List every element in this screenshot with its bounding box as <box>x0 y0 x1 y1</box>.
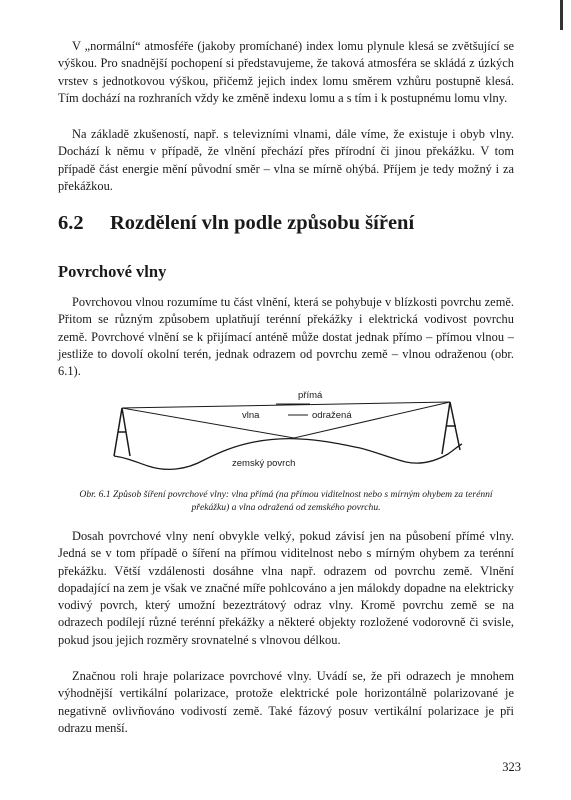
paragraph-diffraction: Na základě zkušeností, např. s televizními vlnami, dále víme, že existuje i obyb vlny. Dochází k němu v případě, že vlnění přechází přes přírodní či jinou překážku. V tom případě část energie mění původní směr – vlna se mírně ohýbá. Příjem je tedy možný i za překážkou. <box>58 127 514 193</box>
paragraph-surface-wave: Povrchovou vlnou rozumíme tu část vlnění, která se pohybuje v blízkosti povrchu země. Přitom se různým způsobem uplatňují terénní překážky i elektrická vodivost povrchu země. Povrchové vlnění se k přijímací anténě může dostat jednak přímo – přímou vlnou – jestliže to dovolí okolní terén, jednak odrazem od povrchu země – vlnou odraženou (obr. 6.1). <box>58 295 514 379</box>
section-title: Rozdělení vln podle způsobu šíření <box>110 212 415 234</box>
section-heading <box>58 212 414 235</box>
label-direct: přímá <box>298 390 323 401</box>
direct-ray <box>122 402 450 408</box>
paragraph-polarization: Značnou roli hraje polarizace povrchové vlny. Uvádí se, že při odrazech je mnohem výhodnější vertikální polarizace, protože elektrické pole horizontálně polarizované je negativně ovlivňováno vodivostí země. Také fázový posuv vertikální polarizace je při odrazu menší. <box>58 669 514 735</box>
subsection-heading: Povrchové vlny <box>58 262 167 281</box>
label-reflected: odražená <box>312 410 352 421</box>
label-ground: zemský povrch <box>232 458 296 469</box>
figure-caption: Obr. 6.1 Způsob šíření povrchové vlny: vlna přímá (na přímou viditelnost nebo s mírným ohybem za terénní překážku) a vlna odražená od zemského povrchu. <box>79 489 493 513</box>
label-wave: vlna <box>242 410 260 421</box>
figure-wave-propagation <box>108 384 468 484</box>
paragraph-atmosphere: V „normální“ atmosféře (jakoby promíchané) index lomu plynule klesá se zvětšující se výškou. Pro snadnější pochopení si představujeme, že taková atmosféra se skládá z úzkých vrstev s jednotkovou výškou, přičemž jejich index lomu směrem vzhůru postupně klesá. Tím dochází na rozhraních vždy ke změně indexu lomu a s tím i k postupnému lomu vlny. <box>58 39 514 105</box>
paragraph-range: Dosah povrchové vlny není obvykle velký, pokud závisí jen na působení přímé vlny. Jedná se v tom případě o šíření na přímou viditelnost nebo s mírným ohybem za terénní překážku. Větší vzdálenosti dosáhne vlna např. odrazem od povrchu země. Vlnění dopadající na zem je však ve značné míře pohlcováno a jen málokdy dopadne na elektricky vodivý povrch, který umožní bezeztrátový odraz vlny. Kromě povrchu země se na odrazech podílejí různé terénní překážky a některé objekty rozložené vodorovně či svisle, pokud jsou jejich rozměry srovnatelné s vlnovou délkou. <box>58 529 514 647</box>
right-antenna <box>442 402 460 454</box>
page-number: 323 <box>502 760 521 774</box>
page-edge-mark <box>560 0 563 30</box>
left-antenna <box>114 408 130 456</box>
section-number: 6.2 <box>58 212 84 234</box>
